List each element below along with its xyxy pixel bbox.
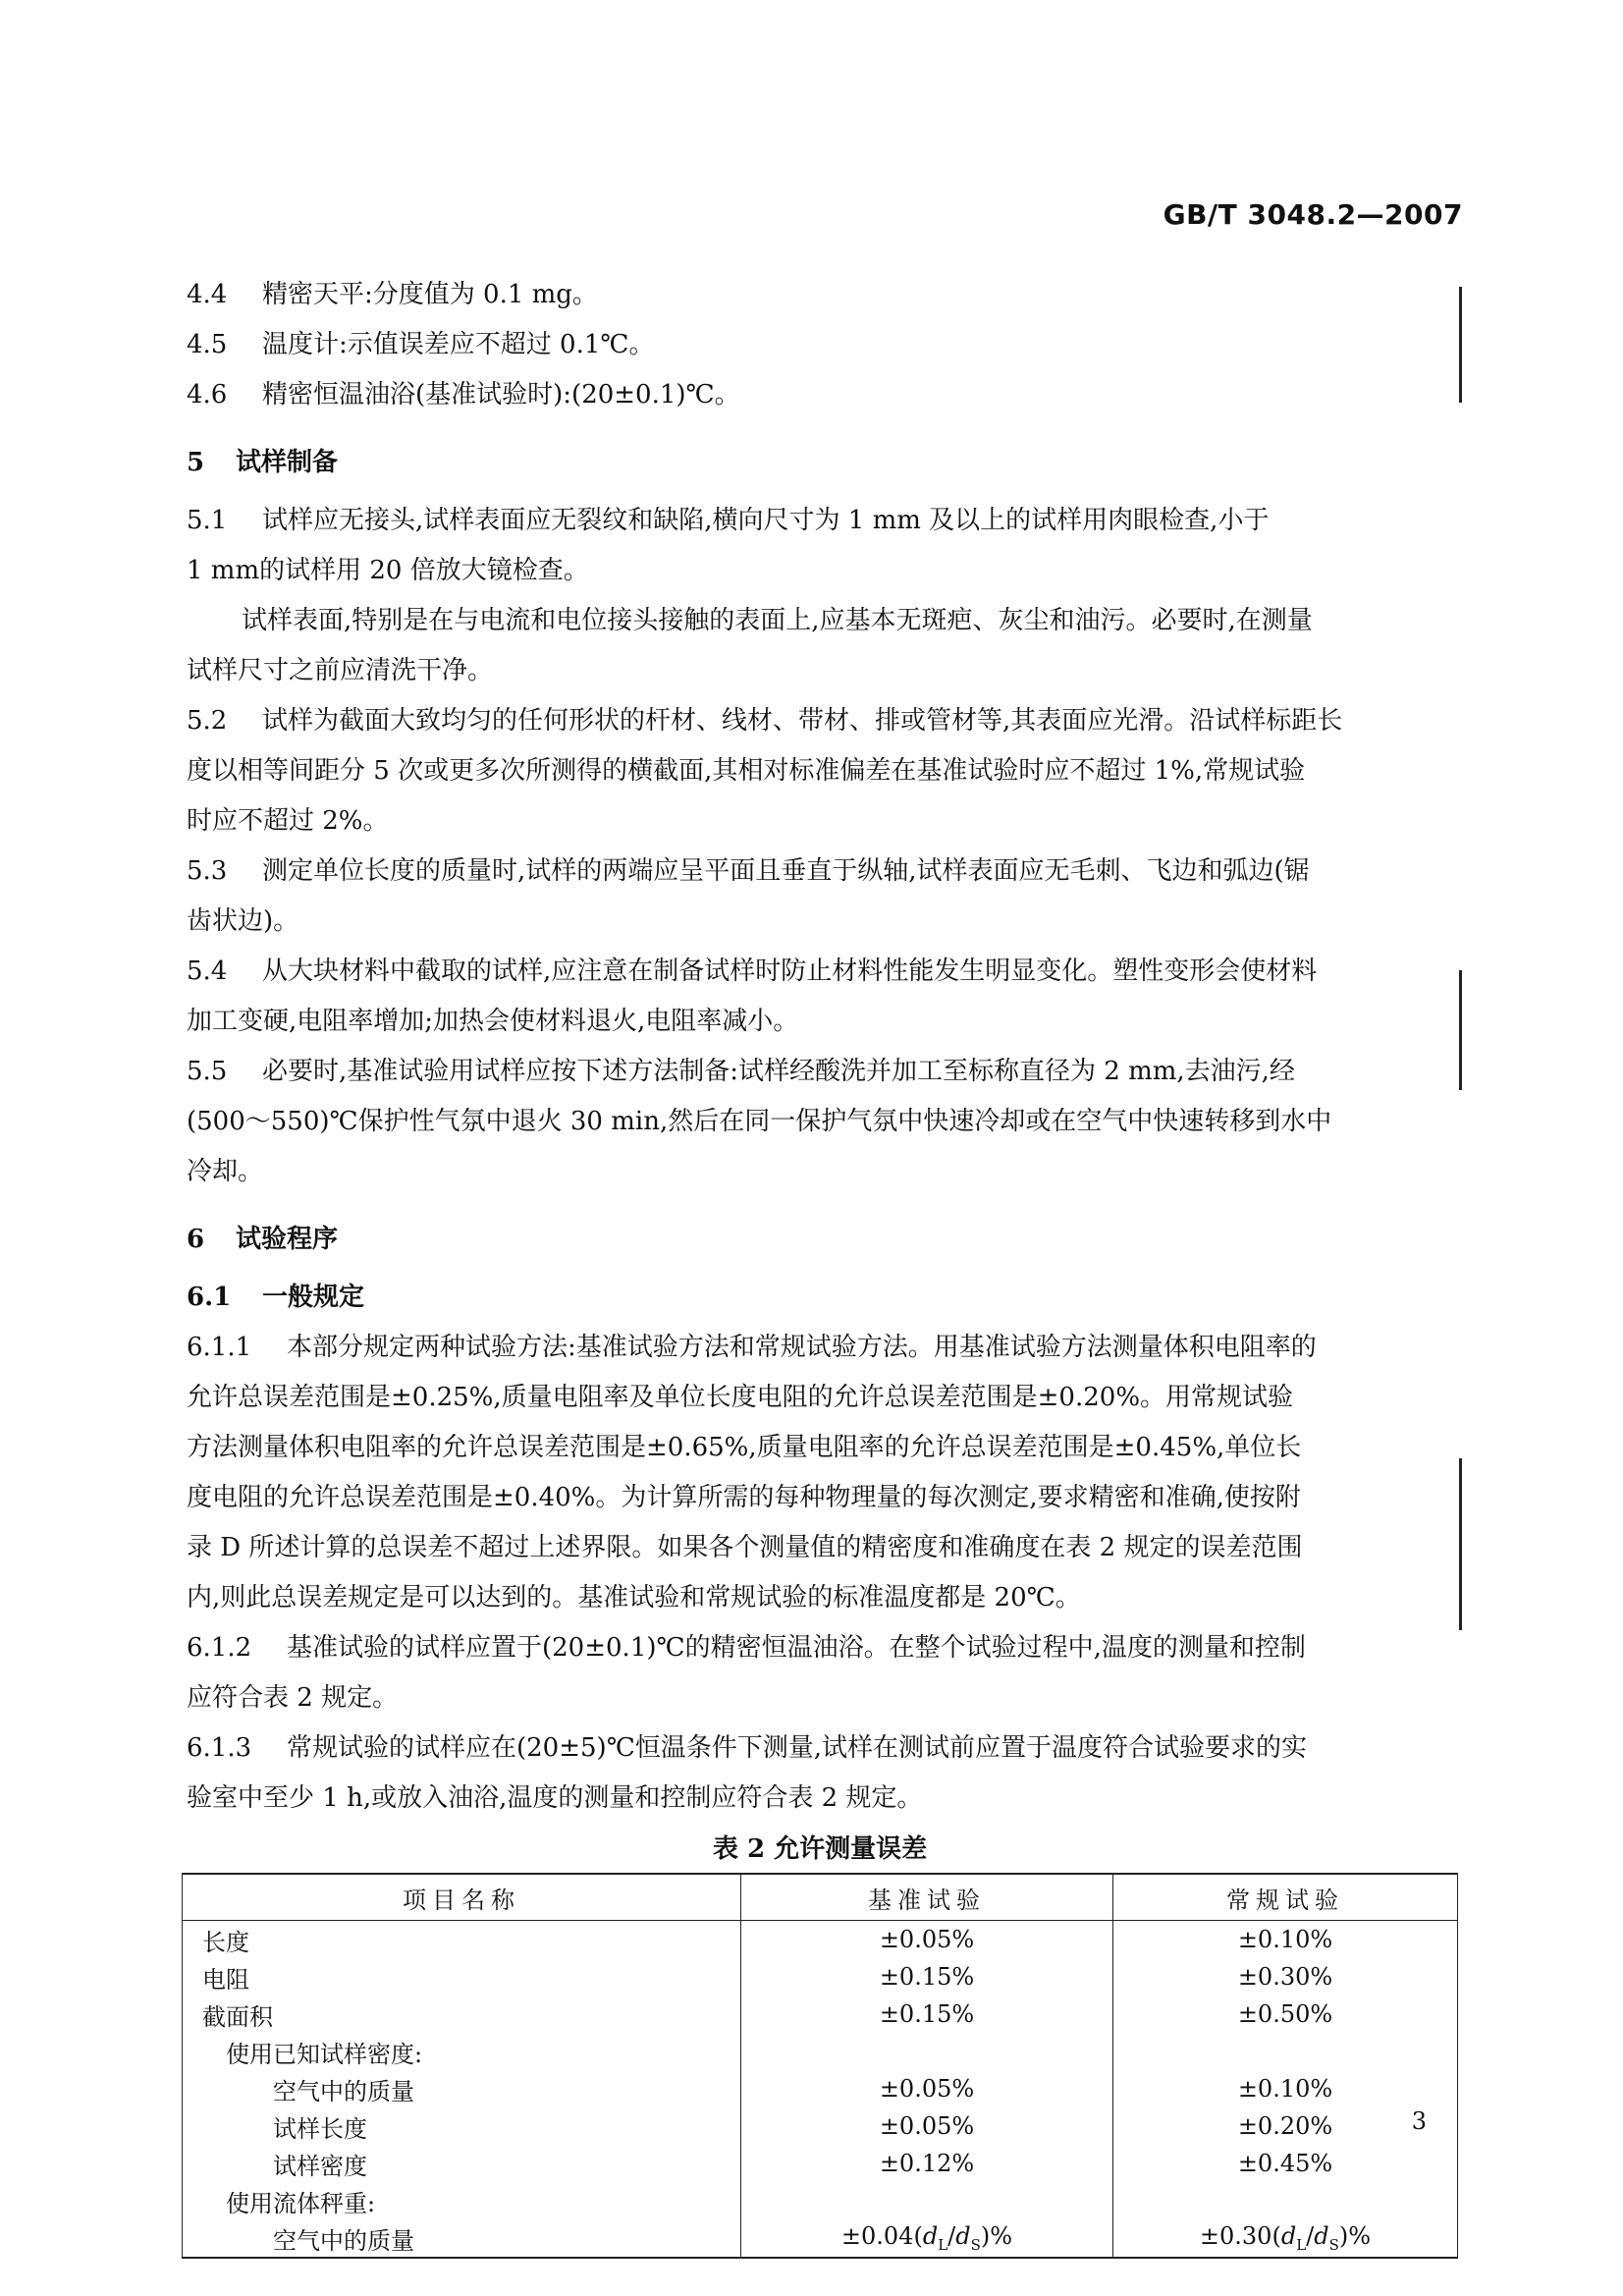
body-text <box>187 270 1453 2259</box>
change-bar <box>1459 287 1462 403</box>
section-6-heading: 6 试验程序 <box>187 1225 339 1254</box>
table-row: 使用已知试样密度: <box>183 2033 1458 2070</box>
table-row: 使用流体秤重: <box>183 2182 1458 2219</box>
clause-6-1-1: 6.1.1 本部分规定两种试验方法:基准试验方法和常规试验方法。用基准试验方法测量体积电阻率的 允许总误差范围是±0.25%,质量电阻率及单位长度电阻的允许总误差范围是±0.20%。用常规试验 方法测量体积电阻率的允许总误差范围是±0.65%,质量电阻率的允许总误差范围是±0.45%,单位长 度电阻的允许总误差范围是±0.40%。为计算所需的每种物理量的每次测定,要求精密和准确,使按附 录 D 所述计算的总误差不超过上述界限。如果各个测量值的精密度和准确度在表 2 规定的误差范围 内,则此总误差规定是可以达到的。基准试验和常规试验的标准温度都是 20℃。 <box>187 1333 1317 1613</box>
section-5-heading: 5 试样制备 <box>187 448 339 477</box>
table-row: 截面积 ±0.15% ±0.50% <box>183 1995 1458 2033</box>
table-row: 电阻 ±0.15% ±0.30% <box>183 1958 1458 1995</box>
clause-5-3: 5.3 测定单位长度的质量时,试样的两端应呈平面且垂直于纵轴,试样表面应无毛刺、飞边和弧边(锯 齿状边)。 <box>187 856 1310 936</box>
formula-routine: $\pm 0.30(d_L/d_S)\%$ <box>1113 2219 1458 2258</box>
page-number: 3 <box>1411 2107 1427 2135</box>
column-header-item: 项目名称 <box>183 1874 741 1921</box>
clause-5-5: 5.5 必要时,基准试验用试样应按下述方法制备:试样经酸洗并加工至标称直径为 2 mm,去油污,经 (500～550)℃保护性气氛中退火 30 min,然后在同一保护气氛中快速冷却或在空气中快速转移到水中 冷却。 <box>187 1057 1332 1186</box>
clause-5-1: 5.1 试样应无接头,试样表面应无裂纹和缺陷,横向尺寸为 1 mm 及以上的试样用肉眼检查,小于 1 mm的试样用 20 倍放大镜检查。 试样表面,特别是在与电流和电位接头接触的表面上,应基本无斑疤、灰尘和油污。必要时,在测量 试样尺寸之前应清洗干净。 <box>187 506 1313 685</box>
clause-6-1-3: 6.1.3 常规试验的试样应在(20±5)℃恒温条件下测量,试样在测试前应置于温度符合试验要求的实 验室中至少 1 h,或放入油浴,温度的测量和控制应符合表 2 规定。 <box>187 1733 1308 1813</box>
clause-4-5: 4.5 温度计:示值误差应不超过 0.1℃。 <box>187 330 655 359</box>
table-header-row <box>183 1874 1458 1921</box>
table-row: 试样密度 ±0.12% ±0.45% <box>183 2145 1458 2182</box>
table-row: 空气中的质量 $\pm 0.04(d_L/d_S)\%$ $\pm 0.30(d_L/d_S)\%$ <box>183 2219 1458 2258</box>
clause-4-6: 4.6 精密恒温油浴(基准试验时):(20±0.1)℃。 <box>187 380 740 410</box>
table-row: 长度 ±0.05% ±0.10% <box>183 1921 1458 1959</box>
standard-code: GB/T 3048.2—2007 <box>1163 198 1463 231</box>
table-row: 空气中的质量 ±0.05% ±0.10% <box>183 2070 1458 2107</box>
clause-5-4: 5.4 从大块材料中截取的试样,应注意在制备试样时防止材料性能发生明显变化。塑性变形会使材料 加工变硬,电阻率增加;加热会使材料退火,电阻率减小。 <box>187 957 1318 1036</box>
change-bar <box>1459 1458 1462 1630</box>
table-2 <box>182 1873 1458 2259</box>
column-header-routine-test: 常规试验 <box>1113 1874 1458 1921</box>
column-header-reference-test: 基准试验 <box>741 1874 1113 1921</box>
table-row: 试样长度 ±0.05% ±0.20% <box>183 2107 1458 2145</box>
table-2-caption: 表 2 允许测量误差 <box>712 1834 928 1864</box>
clause-6-1-2: 6.1.2 基准试验的试样应置于(20±0.1)℃的精密恒温油浴。在整个试验过程中,温度的测量和控制 应符合表 2 规定。 <box>187 1633 1306 1713</box>
clause-6-1-heading: 6.1 一般规定 <box>187 1283 365 1312</box>
clause-4-4: 4.4 精密天平:分度值为 0.1 mg。 <box>187 280 598 309</box>
clause-5-2: 5.2 试样为截面大致均匀的任何形状的杆材、线材、带材、排或管材等,其表面应光滑。沿试样标距长 度以相等间距分 5 次或更多次所测得的横截面,其相对标准偏差在基准试验时应不超过 1%,常规试验 时应不超过 2%。 <box>187 706 1343 836</box>
formula-reference: $\pm 0.04(d_L/d_S)\%$ <box>741 2219 1113 2258</box>
change-bar <box>1459 970 1462 1090</box>
